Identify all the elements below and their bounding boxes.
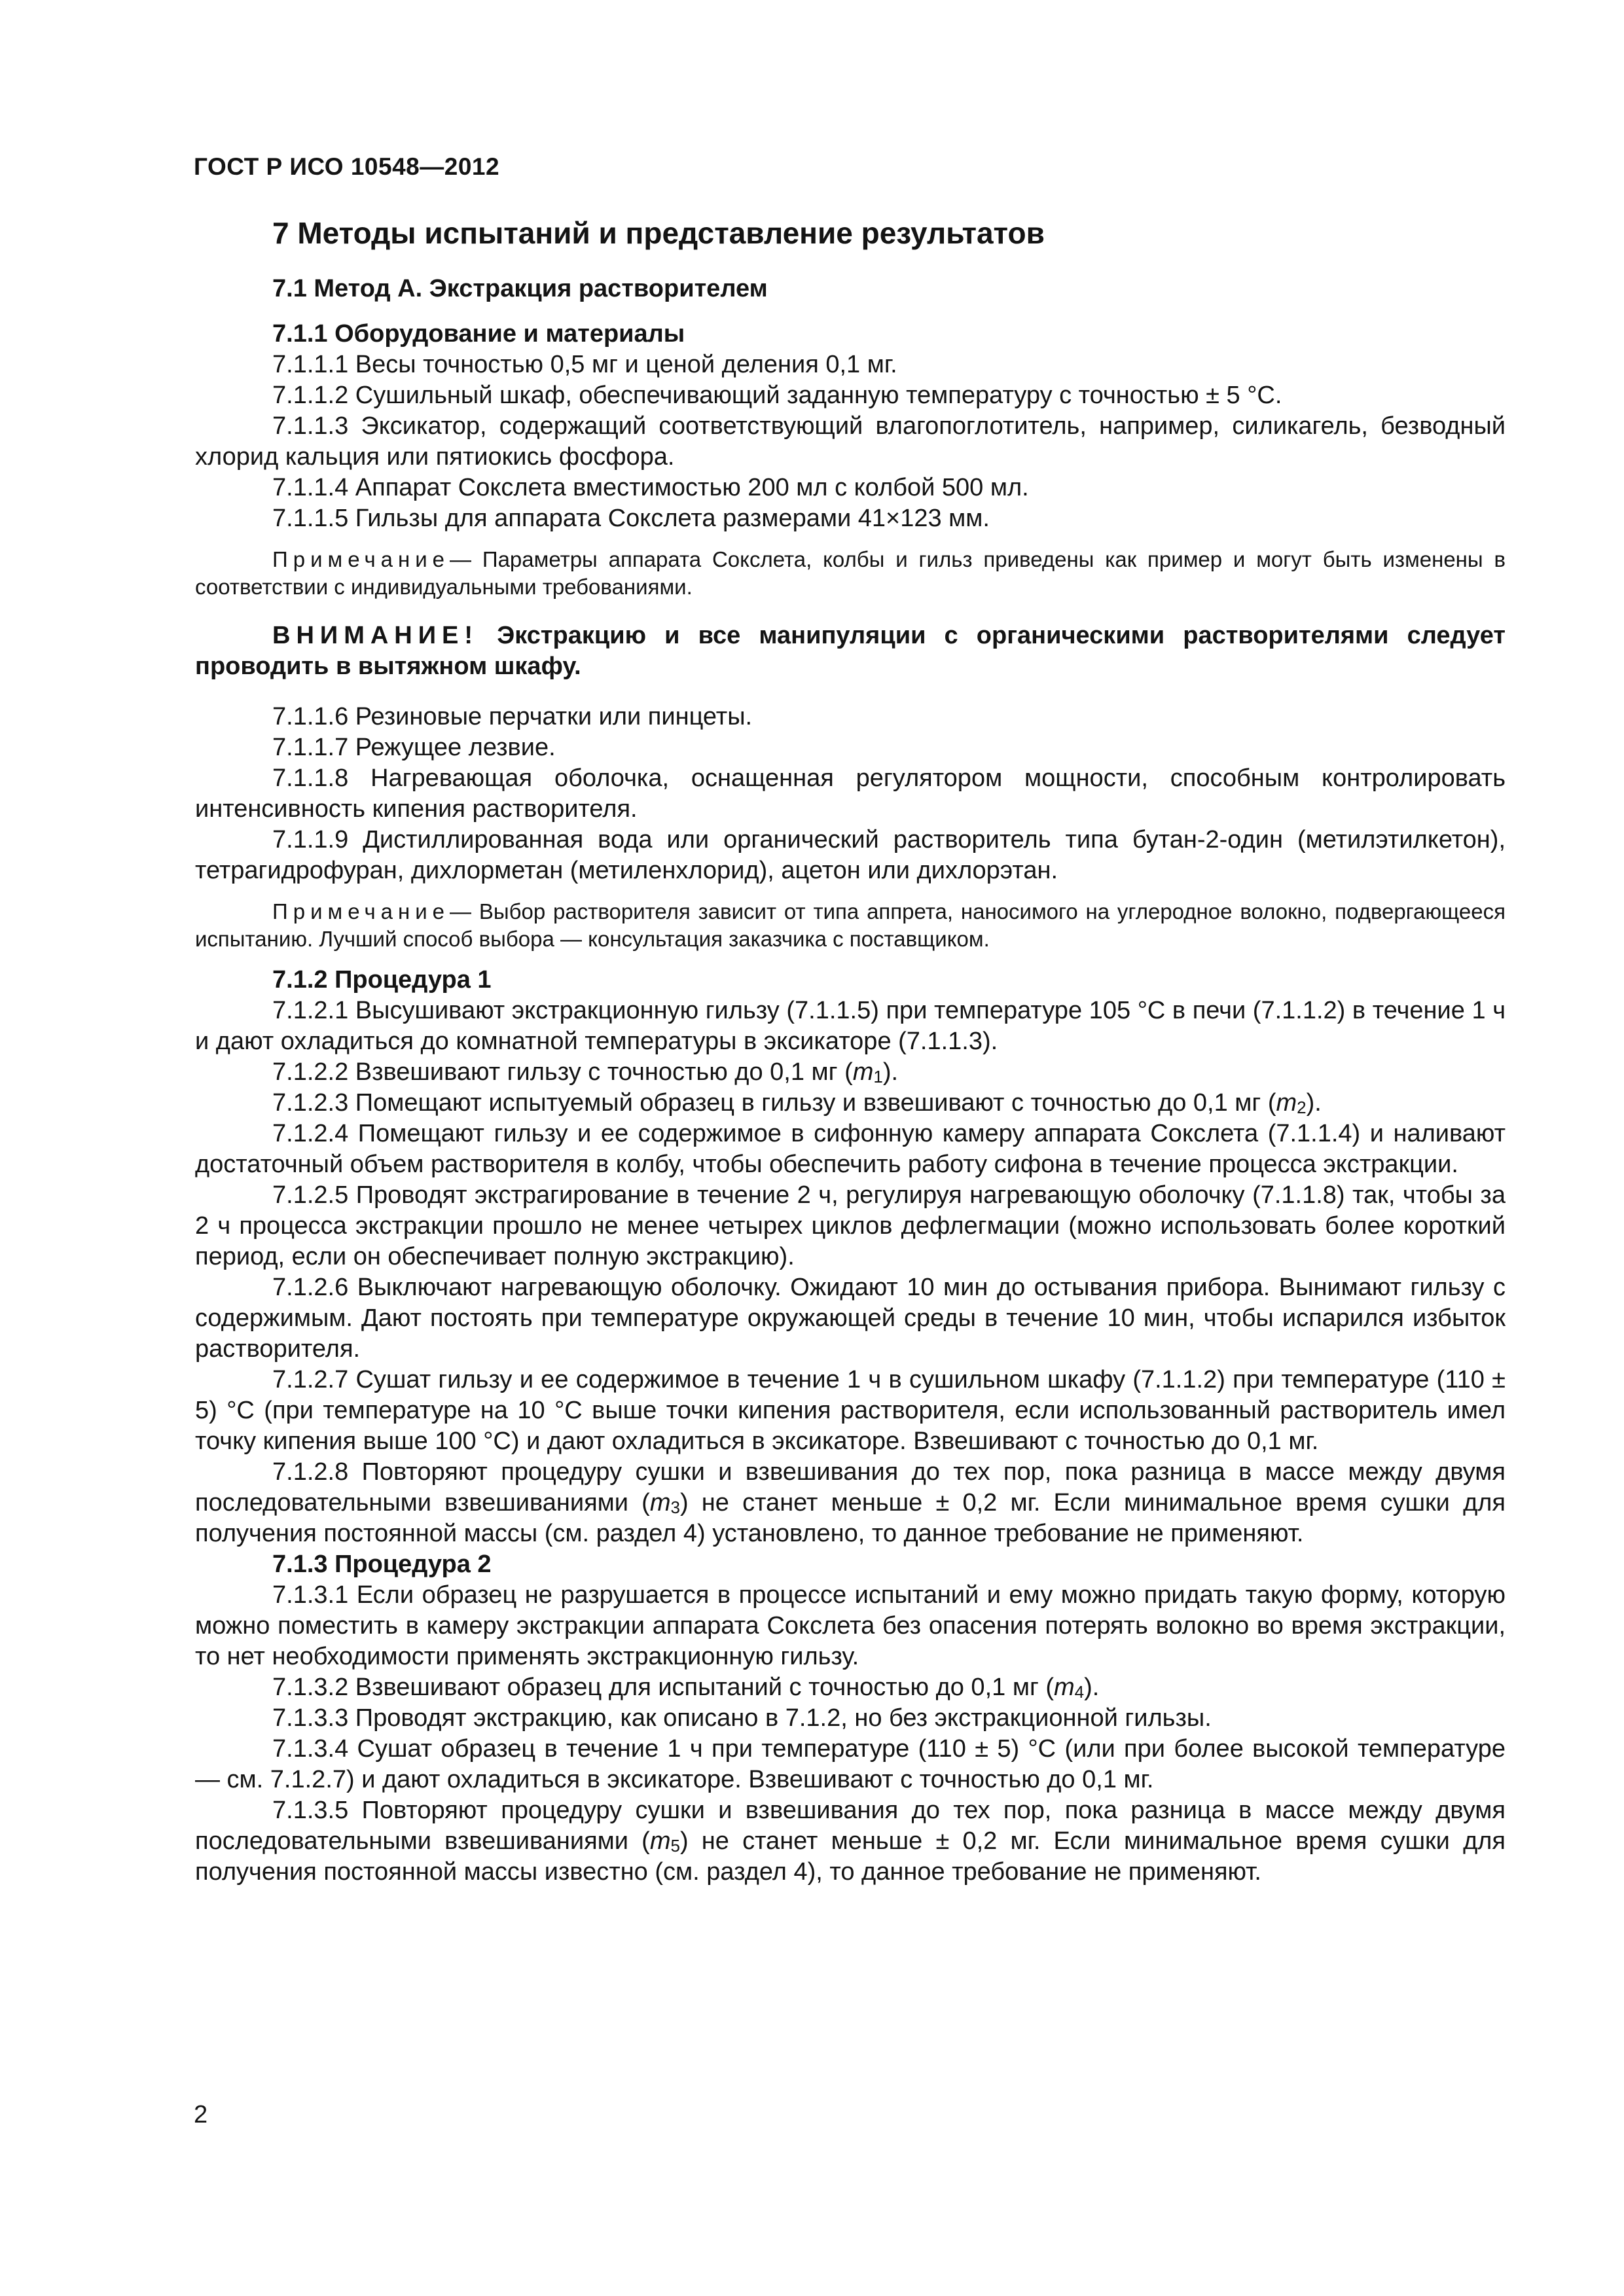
warning-text: Экстракцию и все манипуляции с органическими растворителями следует проводить в вытяжном шкафу. (195, 622, 1506, 680)
clause-7-1-3-2: 7.1.3.2 Взвешивают образец для испытаний с точностью до 0,1 мг $(m_4)$. (272, 1674, 1100, 1702)
clause-7-1-2-6: 7.1.2.6 Выключают нагревающую оболочку. Ожидают 10 мин до остывания прибора. Вынимают гильзу с содержимым. Дают постоять при температуре окружающей среды в течение 10 мин, чтобы испарился избыток растворителя. (195, 1274, 1506, 1363)
clause-7-1-1-8: 7.1.1.8 Нагревающая оболочка, оснащенная регулятором мощности, способным контролировать интенсивность кипения растворителя. (195, 764, 1506, 823)
clause-7-1-1-6: 7.1.1.6 Резиновые перчатки или пинцеты. (272, 703, 753, 730)
subsection-title: 7.1 Метод А. Экстракция растворителем (272, 275, 768, 302)
warning-label: ВНИМАНИЕ! (272, 622, 479, 649)
clause-7-1-2-8: 7.1.2.8 Повторяют процедуру сушки и взвешивания до тех пор, пока разница в массе между двумя последовательными взвешиваниями $(m_3)$ не станет меньше ± 0,2 мг. Если минимальное время сушки для получения постоянной массы (см. раздел 4) установлено, то данное требование не применяют. (195, 1458, 1506, 1547)
clause-7-1-2-5: 7.1.2.5 Проводят экстрагирование в течение 2 ч, регулируя нагревающую оболочку (7.1.1.8) так, чтобы за 2 ч процесса экстракции прошло не менее четырех циклов дефлегмации (можно использовать более короткий период, если он обеспечивает полную экстракцию). (195, 1181, 1506, 1270)
clause-7-1-1-3: 7.1.1.3 Эксикатор, содержащий соответствующий влагопоглотитель, например, силикагель, безводный хлорид кальция или пятиокись фосфора. (195, 412, 1506, 471)
clause-7-1-3-3: 7.1.3.3 Проводят экстракцию, как описано в 7.1.2, но без экстракционной гильзы. (272, 1704, 1212, 1732)
clause-7-1-2-3: 7.1.2.3 Помещают испытуемый образец в гильзу и взвешивают с точностью до 0,1 мг $(m_2)$. (272, 1089, 1322, 1117)
document-code-header: ГОСТ Р ИСО 10548—2012 (194, 153, 500, 180)
page-number: 2 (194, 2101, 208, 2128)
note-apparatus (195, 546, 1506, 601)
note-label: Примечание (272, 899, 450, 924)
note-text: — Выбор растворителя зависит от типа аппрета, наносимого на углеродное волокно, подвергающееся испытанию. Лучший способ выбора — консультация заказчика с поставщиком. (195, 899, 1506, 951)
clause-7-1-1-5: 7.1.1.5 Гильзы для аппарата Сокслета размерами 41×123 мм. (272, 505, 990, 532)
clause-7-1-3-4: 7.1.3.4 Сушат образец в течение 1 ч при температуре (110 ± 5) °С (или при более высокой температуре — см. 7.1.2.7) и дают охладиться в эксикаторе. Взвешивают с точностью до 0,1 мг. (195, 1735, 1506, 1793)
clause-7-1-1-1: 7.1.1.1 Весы точностью 0,5 мг и ценой деления 0,1 мг. (272, 351, 897, 378)
clause-7-1-3-1: 7.1.3.1 Если образец не разрушается в процессе испытаний и ему можно придать такую форму, которую можно поместить в камеру экстракции аппарата Сокслета без опасения потерять волокно во время экстракции, то нет необходимости применять экстракционную гильзу. (195, 1581, 1506, 1670)
clause-7-1-2-1: 7.1.2.1 Высушивают экстракционную гильзу (7.1.1.5) при температуре 105 °С в печи (7.1.1.2) в течение 1 ч и дают охладиться до комнатной температуры в эксикаторе (7.1.1.3). (195, 997, 1506, 1055)
equipment-title: 7.1.1 Оборудование и материалы (272, 320, 685, 348)
clause-7-1-1-4: 7.1.1.4 Аппарат Сокслета вместимостью 200 мл с колбой 500 мл. (272, 474, 1029, 501)
clause-7-1-3-5: 7.1.3.5 Повторяют процедуру сушки и взвешивания до тех пор, пока разница в массе между двумя последовательными взвешиваниями $(m_5)$ не станет меньше ± 0,2 мг. Если минимальное время сушки для получения постоянной массы известно (см. раздел 4), то данное требование не применяют. (195, 1797, 1506, 1886)
clause-7-1-2-4: 7.1.2.4 Помещают гильзу и ее содержимое в сифонную камеру аппарата Сокслета (7.1.1.4) и наливают достаточный объем растворителя в колбу, чтобы обеспечить работу сифона в течение процесса экстракции. (195, 1120, 1506, 1178)
warning-notice (195, 620, 1506, 682)
note-label: Примечание (272, 547, 450, 571)
note-text: — Параметры аппарата Сокслета, колбы и гильз приведены как пример и могут быть изменены в соответствии с индивидуальными требованиями. (195, 547, 1506, 599)
clause-7-1-2-2: 7.1.2.2 Взвешивают гильзу с точностью до 0,1 мг $(m_1)$. (272, 1058, 899, 1086)
clause-7-1-1-7: 7.1.1.7 Режущее лезвие. (272, 734, 556, 761)
clause-7-1-2-7: 7.1.2.7 Сушат гильзу и ее содержимое в течение 1 ч в сушильном шкафу (7.1.1.2) при температуре (110 ± 5) °С (при температуре на 10 °С выше точки кипения растворителя, если использованный растворитель имел точку кипения выше 100 °С) и дают охладиться в эксикаторе. Взвешивают с точностью до 0,1 мг. (195, 1366, 1506, 1455)
page-content (195, 209, 1506, 1888)
procedure-1-title: 7.1.2 Процедура 1 (272, 966, 492, 994)
note-solvent (195, 898, 1506, 953)
procedure-2-title: 7.1.3 Процедура 2 (272, 1551, 492, 1578)
section-title: 7 Методы испытаний и представление результатов (272, 216, 1045, 250)
clause-7-1-1-9: 7.1.1.9 Дистиллированная вода или органический растворитель типа бутан-2-один (метилэтилкетон), тетрагидрофуран, дихлорметан (метиленхлорид), ацетон или дихлорэтан. (195, 826, 1506, 884)
clause-7-1-1-2: 7.1.1.2 Сушильный шкаф, обеспечивающий заданную температуру с точностью ± 5 °С. (272, 382, 1282, 409)
